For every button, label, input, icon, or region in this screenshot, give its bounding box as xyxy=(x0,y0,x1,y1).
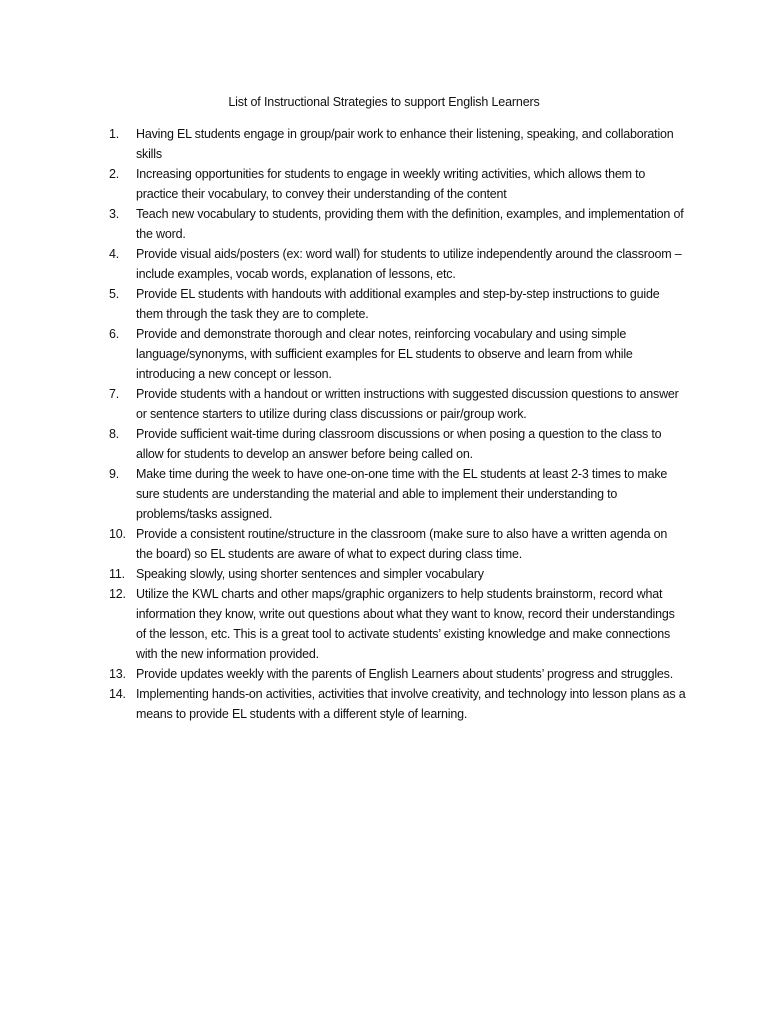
item-number: 10. xyxy=(109,527,126,541)
item-text: Implementing hands-on activities, activities that involve creativity, and technology into lesson plans as a means to provide EL students with a different style of learning. xyxy=(136,687,686,721)
item-text: Provide a consistent routine/structure in the classroom (make sure to also have a written agenda on the board) so EL students are aware of what to expect during class time. xyxy=(136,527,668,561)
list-item xyxy=(109,464,687,524)
item-number: 5. xyxy=(109,287,120,301)
list-item xyxy=(109,204,687,244)
item-number: 9. xyxy=(109,467,120,481)
list-item xyxy=(109,684,687,724)
item-text: Provide sufficient wait-time during classroom discussions or when posing a question to the class to allow for students to develop an answer before being called on. xyxy=(136,427,662,461)
list-item xyxy=(109,664,687,684)
item-number: 11. xyxy=(109,567,125,581)
item-text: Utilize the KWL charts and other maps/graphic organizers to help students brainstorm, record what information they know, write out questions about what they want to know, record their understandings of the lesson, etc. This is a great tool to activate students’ existing knowledge and make connections with the new information provided. xyxy=(136,587,675,661)
item-number: 1. xyxy=(109,127,120,141)
list-item xyxy=(109,164,687,204)
item-number: 7. xyxy=(109,387,120,401)
item-text: Provide updates weekly with the parents of English Learners about students’ progress and struggles. xyxy=(136,667,674,681)
list-item xyxy=(109,524,687,564)
list-item xyxy=(109,124,687,164)
strategy-list xyxy=(109,124,687,724)
item-text: Teach new vocabulary to students, providing them with the definition, examples, and implementation of the word. xyxy=(136,207,684,241)
list-item xyxy=(109,244,687,284)
item-text: Having EL students engage in group/pair work to enhance their listening, speaking, and collaboration skills xyxy=(136,127,674,161)
item-text: Provide visual aids/posters (ex: word wall) for students to utilize independently around the classroom – include examples, vocab words, explanation of lessons, etc. xyxy=(136,247,682,281)
document-title: List of Instructional Strategies to support English Learners xyxy=(228,95,540,109)
item-text: Make time during the week to have one-on-one time with the EL students at least 2-3 times to make sure students are understanding the material and able to implement their understanding to problems/tasks assigned. xyxy=(136,467,668,521)
list-item xyxy=(109,584,687,664)
item-text: Increasing opportunities for students to engage in weekly writing activities, which allows them to practice their vocabulary, to convey their understanding of the content xyxy=(136,167,646,201)
item-text: Provide students with a handout or written instructions with suggested discussion questions to answer or sentence starters to utilize during class discussions or pair/group work. xyxy=(136,387,679,421)
item-number: 2. xyxy=(109,167,120,181)
item-number: 8. xyxy=(109,427,120,441)
list-item xyxy=(109,424,687,464)
item-text: Speaking slowly, using shorter sentences and simpler vocabulary xyxy=(136,567,484,581)
item-number: 3. xyxy=(109,207,120,221)
list-item xyxy=(109,564,687,584)
item-number: 4. xyxy=(109,247,120,261)
item-number: 6. xyxy=(109,327,120,341)
list-item xyxy=(109,284,687,324)
item-number: 12. xyxy=(109,587,126,601)
item-number: 14. xyxy=(109,687,126,701)
item-number: 13. xyxy=(109,667,126,681)
list-item xyxy=(109,324,687,384)
item-text: Provide EL students with handouts with additional examples and step-by-step instructions to guide them through the task they are to complete. xyxy=(136,287,660,321)
list-item xyxy=(109,384,687,424)
item-text: Provide and demonstrate thorough and clear notes, reinforcing vocabulary and using simple language/synonyms, with sufficient examples for EL students to observe and learn from while introducing a new concept or lesson. xyxy=(136,327,633,381)
